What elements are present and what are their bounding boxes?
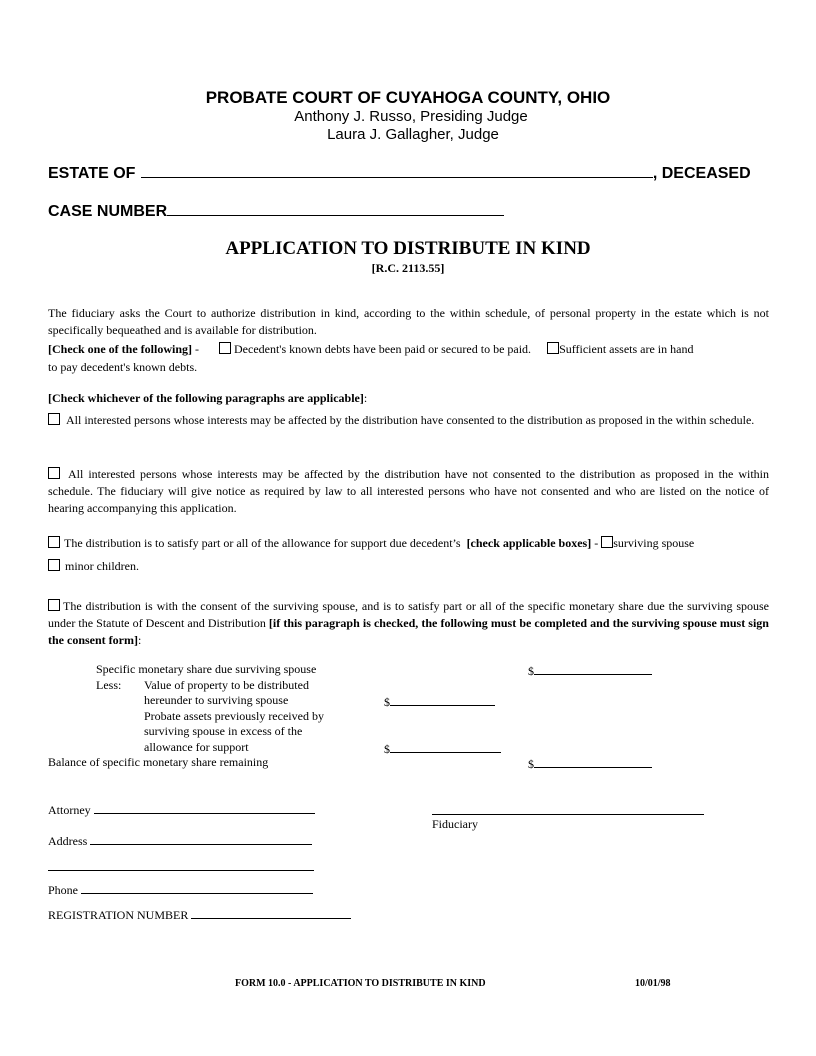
value-property-line2: hereunder to surviving spouse [144,693,289,707]
footer-form-name: FORM 10.0 - APPLICATION TO DISTRIBUTE IN KIND [235,978,486,989]
dollar-sign: $ [528,664,534,678]
probate-assets-amount [384,740,501,757]
phone-row [48,881,313,898]
paragraph-4-text: The distribution is with the consent of the surviving spouse, and is to satisfy part or all of the specific monetary share due the surviving spouse under the Statute of Descent and Distribution [48,599,769,630]
registration-field[interactable] [191,906,351,919]
case-number-label: CASE NUMBER [48,203,168,220]
registration-label: REGISTRATION NUMBER [48,908,189,922]
minor-children-label: minor children. [65,559,139,573]
estate-row [48,163,751,183]
dollar-sign: $ [384,695,390,709]
allowance-checkbox[interactable] [48,536,60,548]
probate-assets-line2: surviving spouse in excess of the [144,724,303,738]
dollar-sign: $ [384,742,390,756]
value-property-amount [384,693,495,710]
address-field[interactable] [90,832,312,845]
statute-reference: [R.C. 2113.55] [371,261,445,275]
deceased-label: , DECEASED [652,165,751,182]
check-whichever-label: [Check whichever of the following paragraphs are applicable] [48,391,364,405]
court-name: PROBATE COURT OF CUYAHOGA COUNTY, OHIO [205,88,611,107]
probate-assets-line3: allowance for support [144,740,249,754]
check-one-label: [Check one of the following] [48,342,192,356]
paragraph-3 [48,536,694,551]
paragraph-2-text: All interested persons whose interests may be affected by the distribution have not consented to the distribution as proposed in the within schedule. The fiduciary will give notice as required by law to all interested persons who have not consented and who are listed on the notice of hearing accompanying this application. [48,467,769,515]
check-applicable-label: [check applicable boxes] [466,536,592,550]
form-title: APPLICATION TO DISTRIBUTE IN KIND [225,238,591,259]
minor-children-row [48,559,139,574]
spouse-consent-checkbox[interactable] [48,599,60,611]
check-whichever-row [48,391,367,406]
balance-field[interactable] [534,755,652,768]
check-one-dash: - [192,342,202,356]
paragraph-1-text: All interested persons whose interests may be affected by the distribution have consented to the distribution as proposed in the within schedule. [66,413,755,427]
sufficient-assets-label-cont: to pay decedent's known debts. [48,360,198,374]
check-whichever-colon: : [363,391,368,405]
specific-share-amount [528,662,652,679]
address-field-line2[interactable] [48,870,314,871]
attorney-label: Attorney [48,803,91,817]
sufficient-assets-label: Sufficient assets are in hand [559,342,694,356]
value-property-field[interactable] [390,693,495,706]
sufficient-assets-checkbox[interactable] [547,342,559,354]
fiduciary-label: Fiduciary [432,817,478,831]
estate-label: ESTATE OF [48,165,136,182]
footer-date: 10/01/98 [635,978,671,989]
intro-paragraph: The fiduciary asks the Court to authorize distribution in kind, according to the within schedule, of personal property in the estate which is not specifically bequeathed and is available for distribution. [48,306,769,337]
specific-share-field[interactable] [534,662,652,675]
check-one-row [48,342,693,357]
paragraph-1 [48,412,769,429]
surviving-spouse-checkbox[interactable] [601,536,613,548]
registration-row [48,906,351,923]
paragraph-3-text: The distribution is to satisfy part or all of the allowance for support due decedent’s [64,536,461,550]
fiduciary-signature-line[interactable] [432,814,704,815]
case-number-field[interactable] [167,201,504,216]
paragraph-2 [48,466,769,517]
judge: Laura J. Gallagher, Judge [327,126,499,143]
probate-assets-field[interactable] [390,740,501,753]
value-property-line1: Value of property to be distributed [144,678,309,692]
presiding-judge: Anthony J. Russo, Presiding Judge [294,108,528,125]
paragraph-4 [48,598,769,649]
address-row [48,832,312,849]
dollar-sign: $ [528,757,534,771]
check-applicable-dash: - [591,536,602,550]
balance-label: Balance of specific monetary share remaining [48,755,269,769]
all-consented-checkbox[interactable] [48,413,60,425]
specific-share-label: Specific monetary share due surviving spouse [96,662,317,676]
case-row [48,201,504,221]
estate-name-field[interactable] [141,163,653,178]
attorney-row [48,801,315,818]
surviving-spouse-label: surviving spouse [613,536,695,550]
less-label: Less: [96,678,122,692]
paragraph-4-end: : [137,633,142,647]
address-label: Address [48,834,88,848]
phone-field[interactable] [81,881,313,894]
phone-label: Phone [48,883,78,897]
attorney-field[interactable] [94,801,315,814]
minor-children-checkbox[interactable] [48,559,60,571]
balance-amount [528,755,652,772]
debts-paid-label: Decedent's known debts have been paid or secured to be paid. [234,342,532,356]
not-consented-checkbox[interactable] [48,467,60,479]
probate-assets-line1: Probate assets previously received by [144,709,324,723]
debts-paid-checkbox[interactable] [219,342,231,354]
paragraph-4-instruction: [if this paragraph is checked, the following must be completed and the surviving spouse must sign the consent form] [48,616,769,647]
